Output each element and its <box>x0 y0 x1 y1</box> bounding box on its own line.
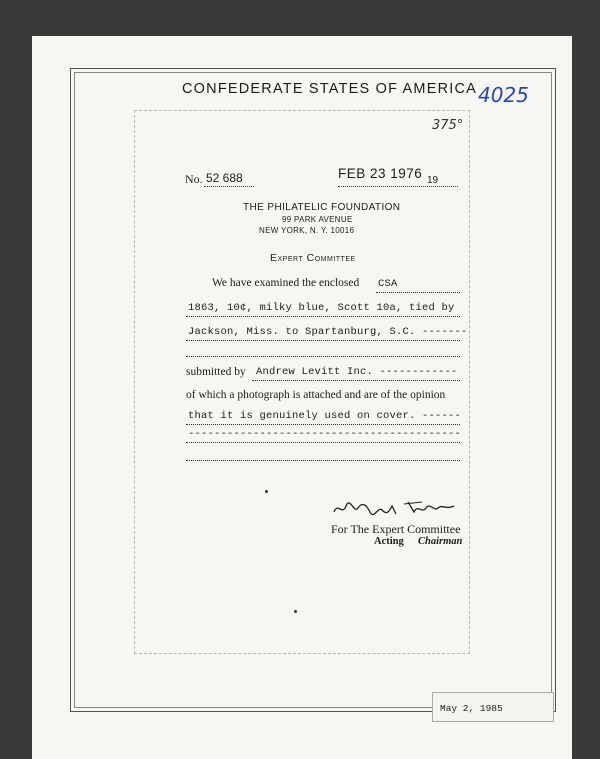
photo-outline <box>134 110 470 654</box>
year-prefix: 19 <box>427 175 439 186</box>
opinion-line-1: that it is genuinely used on cover. ------ <box>188 410 462 422</box>
chairman-signature <box>330 496 460 522</box>
opinion-blank-line <box>186 460 460 461</box>
date-stamp: FEB 23 1976 <box>338 166 423 181</box>
ink-dot <box>265 490 268 493</box>
item-line-2: 1863, 10¢, milky blue, Scott 10a, tied by <box>188 302 455 314</box>
chairman-label: Chairman <box>418 536 463 547</box>
item-line-2-underline <box>186 316 460 317</box>
opinion-line-2: ------------------------------------------ <box>188 428 462 440</box>
opinion-line-2-underline <box>186 442 460 443</box>
item-line-3-underline <box>186 340 460 341</box>
page-title: CONFEDERATE STATES OF AMERICA <box>182 81 478 97</box>
org-address-2: NEW YORK, N. Y. 10016 <box>259 226 355 235</box>
opinion-lead: of which a photograph is attached and are of the opinion <box>186 389 446 401</box>
item-underline <box>376 292 460 293</box>
for-committee-label: For The Expert Committee <box>331 522 461 536</box>
committee-title: Expert Committee <box>270 252 356 264</box>
number-underline <box>204 186 254 187</box>
org-address-1: 99 PARK AVENUE <box>282 215 353 224</box>
handwritten-number: 4025 <box>478 83 529 107</box>
ink-dot <box>294 610 297 613</box>
acting-label: Acting <box>374 536 404 547</box>
note-date: May 2, 1985 <box>440 703 503 714</box>
handwritten-price: 375° <box>432 118 464 133</box>
submitter: Andrew Levitt Inc. ------------ <box>256 366 458 378</box>
item-line-3: Jackson, Miss. to Spartanburg, S.C. ------- <box>188 326 468 338</box>
date-underline <box>338 186 458 187</box>
org-name: THE PHILATELIC FOUNDATION <box>243 202 401 213</box>
blank-line <box>186 356 460 357</box>
submitter-underline <box>252 380 460 381</box>
submitted-label: submitted by <box>186 366 246 378</box>
number-label: No. <box>185 172 203 186</box>
certificate-number: 52 688 <box>206 171 243 185</box>
examined-lead: We have examined the enclosed <box>212 277 360 289</box>
opinion-line-1-underline <box>186 424 460 425</box>
item-name: CSA <box>378 278 398 290</box>
